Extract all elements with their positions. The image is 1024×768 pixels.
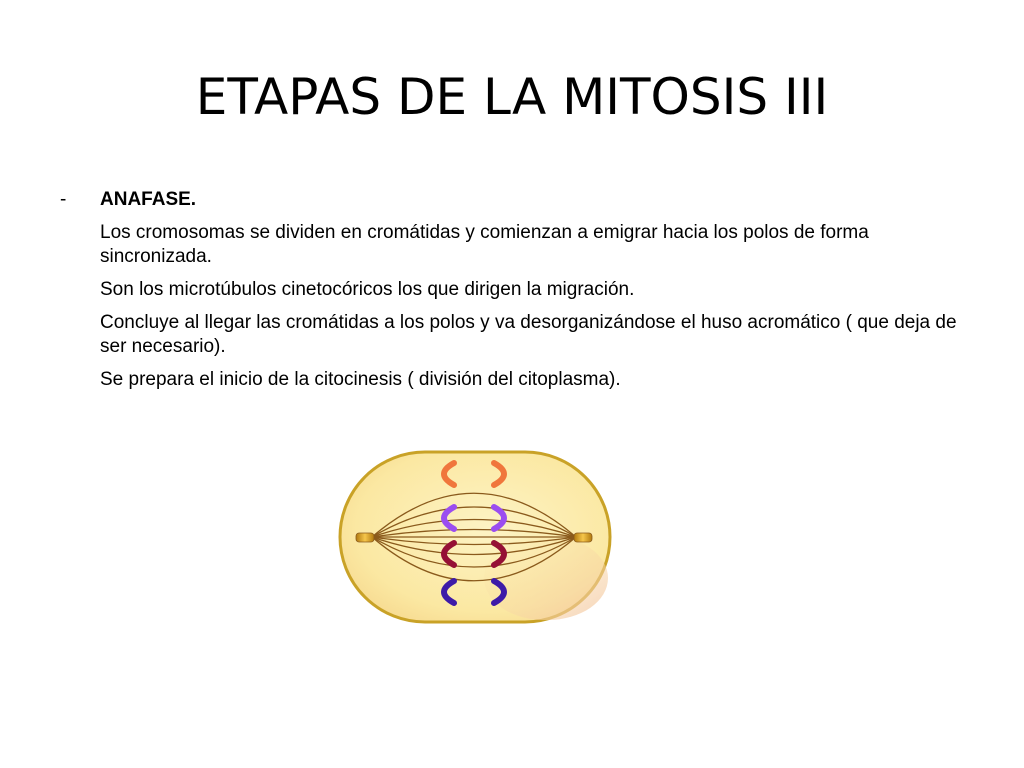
- anaphase-cell-illustration: [334, 446, 624, 630]
- section-heading: ANAFASE.: [100, 189, 197, 210]
- slide-title: ETAPAS DE LA MITOSIS III: [195, 68, 829, 126]
- paragraph-2: Son los microtúbulos cinetocóricos los que dirigen la migración.: [100, 279, 635, 300]
- paragraph-1: Los cromosomas se dividen en cromátidas y comienzan a emigrar hacia los polos de forma sincronizada.: [100, 222, 869, 267]
- paragraph-3: Concluye al llegar las cromátidas a los polos y va desorganizándose el huso acromático ( que deja de ser necesario).: [100, 312, 957, 357]
- paragraph-4: Se prepara el inicio de la citocinesis ( división del citoplasma).: [100, 369, 621, 390]
- bullet-item: [60, 188, 960, 212]
- centrosome-right: [574, 533, 592, 542]
- bullet-marker: -: [60, 189, 67, 210]
- slide-content: [60, 188, 960, 401]
- centrosome-left: [356, 533, 374, 542]
